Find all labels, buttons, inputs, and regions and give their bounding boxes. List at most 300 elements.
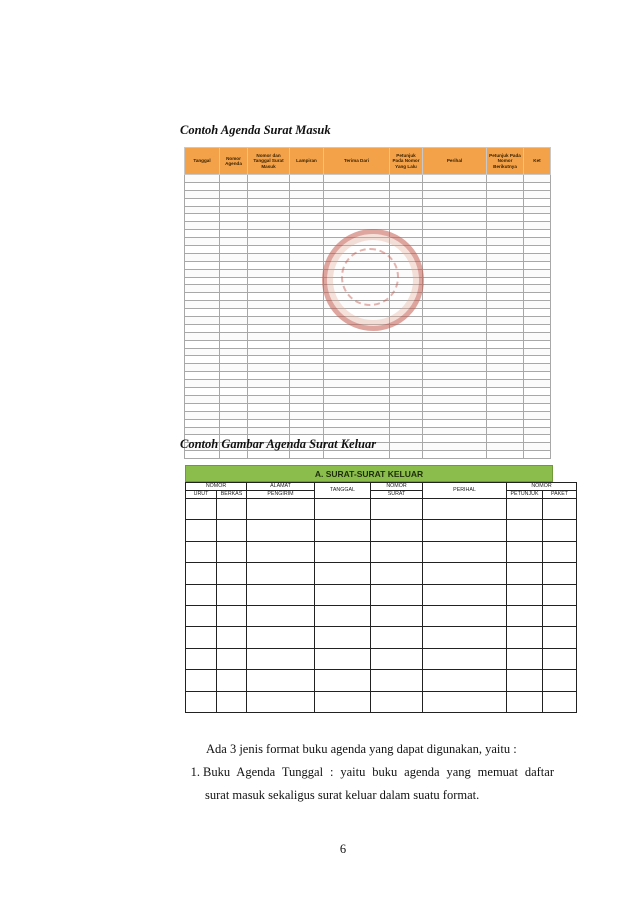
table-cell [220, 277, 248, 285]
table-cell [185, 348, 220, 356]
header-nomor-right: NOMOR [507, 483, 577, 491]
table-cell [290, 222, 324, 230]
table-cell [423, 451, 487, 459]
table-cell [185, 230, 220, 238]
table-cell [487, 411, 524, 419]
table-cell [524, 214, 551, 222]
table-cell [390, 175, 423, 183]
table-cell [524, 411, 551, 419]
table-cell [390, 380, 423, 388]
table-cell [290, 372, 324, 380]
table-cell [487, 348, 524, 356]
table-cell [390, 332, 423, 340]
table-cell [487, 238, 524, 246]
table-cell [248, 198, 290, 206]
header-nomor: NOMOR [186, 483, 247, 491]
table-cell [185, 198, 220, 206]
table-cell [220, 388, 248, 396]
table-cell [324, 230, 390, 238]
table-cell [248, 356, 290, 364]
table-row [186, 691, 577, 712]
table-cell [220, 246, 248, 254]
table-cell [507, 541, 543, 562]
table-cell [220, 269, 248, 277]
header-surat: SURAT [371, 491, 423, 499]
table-cell [390, 395, 423, 403]
header-alamat: ALAMAT [247, 483, 315, 491]
list-item-buku-agenda-tunggal [178, 761, 556, 807]
table-cell [423, 182, 487, 190]
table-cell [290, 198, 324, 206]
table-cell [248, 206, 290, 214]
table-row [186, 499, 577, 520]
table-cell [220, 238, 248, 246]
header-petunjuk-lalu: Petunjuk Pada Nomor Yang Lalu [390, 148, 423, 175]
table-cell [185, 285, 220, 293]
table-cell [247, 691, 315, 712]
table-cell [524, 269, 551, 277]
table-row [186, 670, 577, 691]
agenda-surat-masuk-table [184, 147, 551, 459]
table-cell [290, 253, 324, 261]
table-cell [220, 332, 248, 340]
table-cell [487, 198, 524, 206]
table-cell [487, 269, 524, 277]
table-cell [324, 182, 390, 190]
table-row [185, 261, 551, 269]
table-cell [390, 238, 423, 246]
table-cell [390, 277, 423, 285]
table-cell [390, 246, 423, 254]
table-cell [524, 364, 551, 372]
table-cell [186, 541, 217, 562]
table-cell [248, 395, 290, 403]
table-row [185, 388, 551, 396]
table-cell [324, 206, 390, 214]
table-cell [324, 332, 390, 340]
table-cell [390, 261, 423, 269]
table-cell [185, 277, 220, 285]
table-cell [423, 222, 487, 230]
table-cell [390, 293, 423, 301]
table-cell [371, 605, 423, 626]
table-cell [324, 309, 390, 317]
table-cell [543, 499, 577, 520]
table-cell [487, 261, 524, 269]
table-cell [507, 627, 543, 648]
table-cell [324, 238, 390, 246]
table-cell [423, 238, 487, 246]
table-cell [487, 388, 524, 396]
table-cell [185, 246, 220, 254]
list-number: 1. [190, 765, 200, 779]
table-row [185, 206, 551, 214]
table-cell [220, 403, 248, 411]
table-cell [423, 206, 487, 214]
table-cell [290, 230, 324, 238]
table-cell [390, 253, 423, 261]
table-header-row-2 [186, 491, 577, 499]
table-cell [290, 309, 324, 317]
table-cell [290, 269, 324, 277]
header-tanggal: TANGGAL [315, 483, 371, 499]
table-cell [185, 388, 220, 396]
table-cell [390, 317, 423, 325]
table-row [185, 269, 551, 277]
table-cell [507, 520, 543, 541]
table-cell [423, 190, 487, 198]
table-cell [324, 246, 390, 254]
table-cell [315, 563, 371, 584]
caption-agenda-surat-masuk: Contoh Agenda Surat Masuk [180, 123, 331, 137]
table-cell [324, 340, 390, 348]
table-cell [185, 182, 220, 190]
table-cell [247, 541, 315, 562]
table-cell [248, 293, 290, 301]
table-cell [248, 419, 290, 427]
table-cell [248, 277, 290, 285]
table-cell [390, 403, 423, 411]
table-cell [324, 277, 390, 285]
table-cell [487, 419, 524, 427]
table-cell [324, 175, 390, 183]
table-cell [524, 230, 551, 238]
table-cell [220, 317, 248, 325]
table-cell [487, 230, 524, 238]
table-cell [248, 182, 290, 190]
table-cell [524, 372, 551, 380]
table-cell [248, 388, 290, 396]
table-cell [507, 499, 543, 520]
table-cell [423, 419, 487, 427]
table-cell [371, 541, 423, 562]
table-cell [423, 277, 487, 285]
table-cell [524, 356, 551, 364]
table-cell [247, 563, 315, 584]
table-cell [524, 190, 551, 198]
table-cell [220, 301, 248, 309]
table-cell [524, 435, 551, 443]
table-row [186, 584, 577, 605]
table-cell [524, 403, 551, 411]
table-cell [324, 190, 390, 198]
table-cell [315, 605, 371, 626]
table-cell [423, 301, 487, 309]
table-row [185, 253, 551, 261]
table-cell [487, 246, 524, 254]
table-row [186, 648, 577, 669]
table-header-row-1 [186, 483, 577, 491]
table-cell [524, 332, 551, 340]
header-petunjuk: PETUNJUK [507, 491, 543, 499]
table-cell [390, 427, 423, 435]
table-cell [290, 182, 324, 190]
table-cell [248, 332, 290, 340]
table-body [186, 499, 577, 713]
table-cell [487, 175, 524, 183]
table-cell [324, 427, 390, 435]
table-cell [324, 380, 390, 388]
table-cell [423, 605, 507, 626]
table-cell [315, 499, 371, 520]
table-cell [524, 222, 551, 230]
table-cell [507, 670, 543, 691]
table-cell [248, 317, 290, 325]
table-cell [390, 324, 423, 332]
table-cell [248, 403, 290, 411]
table-row [185, 356, 551, 364]
table-cell [390, 435, 423, 443]
table-cell [220, 340, 248, 348]
table-row [186, 605, 577, 626]
table-cell [185, 190, 220, 198]
table-cell [290, 403, 324, 411]
table-row [185, 175, 551, 183]
table-cell [248, 246, 290, 254]
table-cell [390, 388, 423, 396]
table-cell [248, 364, 290, 372]
table-row [185, 246, 551, 254]
table-cell [220, 309, 248, 317]
table-cell [324, 419, 390, 427]
table-cell [186, 648, 217, 669]
table-cell [220, 324, 248, 332]
header-pengirim: PENGIRIM [247, 491, 315, 499]
table-cell [185, 309, 220, 317]
table-cell [524, 380, 551, 388]
table-cell [324, 198, 390, 206]
table-cell [248, 324, 290, 332]
table-cell [487, 214, 524, 222]
table-cell [290, 340, 324, 348]
table-cell [217, 520, 247, 541]
table-cell [248, 285, 290, 293]
header-nomor-tanggal-surat: Nomor dan Tanggal Surat Masuk [248, 148, 290, 175]
table-cell [524, 293, 551, 301]
header-nomor-agenda: Nomor Agenda [220, 148, 248, 175]
table-cell [371, 670, 423, 691]
table-cell [220, 222, 248, 230]
table-row [185, 198, 551, 206]
table-cell [487, 285, 524, 293]
table-cell [220, 395, 248, 403]
table-cell [371, 648, 423, 669]
agenda-surat-keluar-table-image [185, 465, 568, 719]
table-cell [220, 230, 248, 238]
table-cell [248, 309, 290, 317]
table-cell [423, 348, 487, 356]
table-cell [423, 324, 487, 332]
table-cell [247, 605, 315, 626]
table-cell [185, 222, 220, 230]
table-row [185, 332, 551, 340]
table-cell [423, 395, 487, 403]
table-cell [423, 380, 487, 388]
table-cell [390, 222, 423, 230]
table-cell [185, 340, 220, 348]
paragraph-format-intro: Ada 3 jenis format buku agenda yang dapat digunakan, yaitu : [206, 742, 517, 756]
table-row [185, 182, 551, 190]
table-cell [324, 301, 390, 309]
table-cell [185, 364, 220, 372]
table-cell [507, 691, 543, 712]
table-row [185, 403, 551, 411]
table-cell [185, 238, 220, 246]
table-cell [185, 332, 220, 340]
table-cell [248, 238, 290, 246]
table-cell [247, 499, 315, 520]
table-cell [248, 348, 290, 356]
table-cell [324, 253, 390, 261]
table-cell [248, 380, 290, 388]
table-cell [423, 175, 487, 183]
table-cell [487, 206, 524, 214]
table-cell [185, 372, 220, 380]
table-cell [524, 340, 551, 348]
page-number: 6 [339, 842, 347, 856]
table-cell [290, 324, 324, 332]
table-cell [290, 411, 324, 419]
table-cell [185, 380, 220, 388]
table-cell [487, 403, 524, 411]
table-cell [220, 175, 248, 183]
table-cell [524, 451, 551, 459]
table-cell [487, 222, 524, 230]
table-cell [324, 214, 390, 222]
table-cell [371, 691, 423, 712]
table-cell [290, 388, 324, 396]
table-cell [217, 563, 247, 584]
table-row [185, 293, 551, 301]
table-cell [423, 309, 487, 317]
table-row [185, 419, 551, 427]
table-row [185, 309, 551, 317]
table-cell [248, 253, 290, 261]
table-cell [423, 435, 487, 443]
table-cell [324, 293, 390, 301]
table-cell [185, 317, 220, 325]
table-cell [186, 584, 217, 605]
table-cell [390, 214, 423, 222]
table-row [185, 380, 551, 388]
list-item-line-1: Buku Agenda Tunggal : yaitu buku agenda yang memuat daftar [203, 765, 554, 779]
table-cell [507, 648, 543, 669]
table-cell [220, 198, 248, 206]
table-row [185, 395, 551, 403]
table-cell [217, 605, 247, 626]
header-paket: PAKET [543, 491, 577, 499]
table-cell [423, 691, 507, 712]
table-cell [324, 403, 390, 411]
table-cell [487, 372, 524, 380]
table-row [185, 324, 551, 332]
table-cell [487, 317, 524, 325]
table-cell [290, 356, 324, 364]
table-cell [524, 324, 551, 332]
table-cell [423, 627, 507, 648]
header-urut: URUT [186, 491, 217, 499]
table-cell [290, 317, 324, 325]
table-cell [248, 222, 290, 230]
table-cell [290, 175, 324, 183]
table-cell [390, 309, 423, 317]
table-cell [390, 269, 423, 277]
table-cell [220, 214, 248, 222]
caption-agenda-surat-keluar: Contoh Gambar Agenda Surat Keluar [180, 437, 377, 451]
table-cell [220, 253, 248, 261]
table-cell [185, 301, 220, 309]
table-cell [185, 206, 220, 214]
table-cell [324, 285, 390, 293]
table-cell [185, 395, 220, 403]
table-cell [487, 324, 524, 332]
table-cell [524, 182, 551, 190]
table-cell [423, 214, 487, 222]
table-cell [248, 411, 290, 419]
table-cell [390, 364, 423, 372]
table-row [185, 364, 551, 372]
table-cell [423, 293, 487, 301]
table-cell [290, 206, 324, 214]
table-title-bar: A. SURAT-SURAT KELUAR [185, 465, 553, 482]
table-cell [543, 691, 577, 712]
table-cell [290, 214, 324, 222]
table-cell [247, 584, 315, 605]
header-perihal: PERIHAL [423, 483, 507, 499]
agenda-surat-masuk-table-image [184, 147, 550, 428]
table-row [185, 372, 551, 380]
table-cell [220, 380, 248, 388]
table-row [185, 340, 551, 348]
table-cell [220, 411, 248, 419]
table-cell [390, 230, 423, 238]
table-cell [324, 317, 390, 325]
table-cell [315, 648, 371, 669]
table-cell [524, 246, 551, 254]
header-lampiran: Lampiran [290, 148, 324, 175]
table-cell [248, 261, 290, 269]
table-cell [220, 372, 248, 380]
table-cell [390, 182, 423, 190]
table-cell [487, 340, 524, 348]
table-header-row [185, 148, 551, 175]
table-cell [185, 324, 220, 332]
table-cell [217, 499, 247, 520]
table-cell [186, 520, 217, 541]
table-cell [524, 443, 551, 451]
table-cell [220, 419, 248, 427]
table-cell [423, 411, 487, 419]
table-row [186, 520, 577, 541]
table-cell [371, 520, 423, 541]
table-cell [315, 541, 371, 562]
table-row [186, 563, 577, 584]
table-cell [185, 356, 220, 364]
table-cell [217, 691, 247, 712]
table-row [186, 627, 577, 648]
table-cell [524, 348, 551, 356]
table-cell [423, 340, 487, 348]
table-cell [390, 301, 423, 309]
table-cell [371, 563, 423, 584]
table-cell [315, 670, 371, 691]
table-row [185, 214, 551, 222]
table-cell [487, 253, 524, 261]
table-cell [423, 253, 487, 261]
table-cell [524, 301, 551, 309]
table-cell [507, 563, 543, 584]
table-cell [186, 499, 217, 520]
